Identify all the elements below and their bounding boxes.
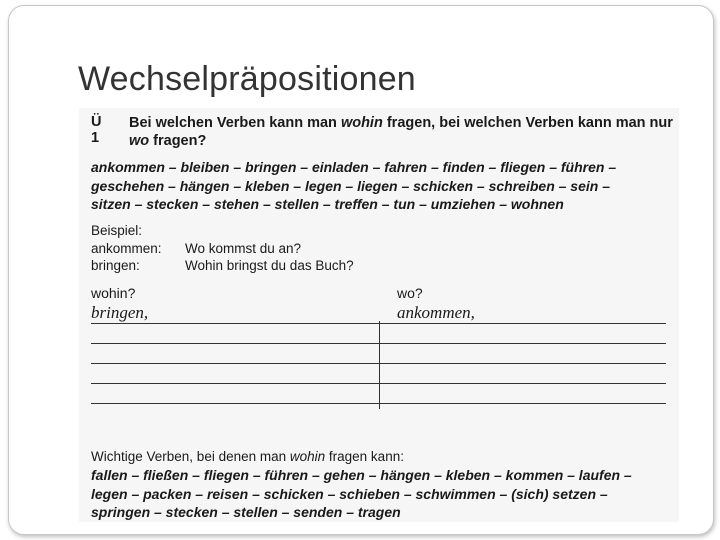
exercise-question: Bei welchen Verben kann man wohin fragen, bei welchen Verben kann man nur wo fragen? xyxy=(129,115,673,149)
column-header-wohin: wohin? xyxy=(91,285,136,301)
exercise-number: Ü 1 xyxy=(91,114,102,146)
verb-line: legen – packen – reisen – schicken – schieben – schwimmen – (sich) setzen – xyxy=(91,485,608,502)
scanned-worksheet xyxy=(79,108,679,522)
slide-title: Wechselpräpositionen xyxy=(78,60,416,98)
example-row: bringen: Wohin bringst du das Buch? xyxy=(91,258,354,273)
table-entry-wo: ankommen, xyxy=(397,303,475,322)
verb-line: sitzen – stecken – stehen – stellen – treffen – tun – umziehen – wohnen xyxy=(91,196,564,212)
important-verb-list xyxy=(91,466,671,522)
verb-list xyxy=(91,158,671,214)
example-label: Beispiel: xyxy=(91,223,143,238)
important-verbs-heading: Wichtige Verben, bei denen man wohin fragen kann: xyxy=(91,449,404,464)
column-header-wo: wo? xyxy=(397,285,423,301)
verb-line: fallen – fließen – fliegen – führen – gehen – hängen – kleben – kommen – laufen – xyxy=(91,467,632,483)
example-block xyxy=(91,222,354,275)
table-entry-wohin: bringen, xyxy=(91,303,149,322)
answer-table xyxy=(91,285,666,409)
verb-line: geschehen – hängen – kleben – legen – liegen – schicken – schreiben – sein – xyxy=(91,177,610,194)
verb-line: springen – stecken – stellen – senden – tragen xyxy=(91,504,401,520)
verb-line: ankommen – bleiben – bringen – einladen – fahren – finden – fliegen – führen – xyxy=(91,159,617,175)
example-row: ankommen: Wo kommst du an? xyxy=(91,240,302,256)
table-divider xyxy=(379,321,380,409)
